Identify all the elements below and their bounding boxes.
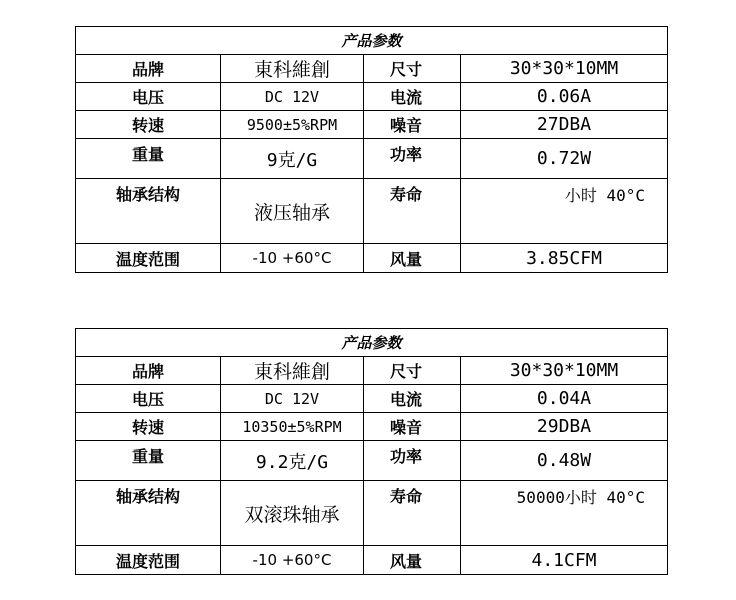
life-label: 寿命: [364, 481, 461, 546]
current-value: 0.04A: [461, 385, 668, 413]
voltage-value: DC 12V: [221, 83, 364, 111]
noise-value: 29DBA: [461, 413, 668, 441]
current-label: 电流: [364, 83, 461, 111]
speed-value: 10350±5%RPM: [221, 413, 364, 441]
table-title: 产品参数: [76, 329, 668, 357]
noise-label: 噪音: [364, 413, 461, 441]
power-label: 功率: [364, 441, 461, 481]
voltage-label: 电压: [76, 83, 221, 111]
brand-value: 東科維創: [221, 55, 364, 83]
brand-label: 品牌: [76, 357, 221, 385]
size-label: 尺寸: [364, 55, 461, 83]
speed-value: 9500±5%RPM: [221, 111, 364, 139]
bearing-value: 液压轴承: [221, 179, 364, 244]
temp-value: -10 +60°C: [221, 244, 364, 273]
noise-label: 噪音: [364, 111, 461, 139]
size-value: 30*30*10MM: [461, 357, 668, 385]
bearing-label: 轴承结构: [76, 481, 221, 546]
airflow-label: 风量: [364, 244, 461, 273]
size-label: 尺寸: [364, 357, 461, 385]
brand-value: 東科維創: [221, 357, 364, 385]
airflow-value: 4.1CFM: [461, 546, 668, 575]
airflow-value: 3.85CFM: [461, 244, 668, 273]
temp-label: 温度范围: [76, 244, 221, 273]
spec-table-2: [75, 328, 668, 575]
voltage-value: DC 12V: [221, 385, 364, 413]
voltage-label: 电压: [76, 385, 221, 413]
airflow-label: 风量: [364, 546, 461, 575]
speed-label: 转速: [76, 111, 221, 139]
power-value: 0.72W: [461, 139, 668, 179]
table-title: 产品参数: [76, 27, 668, 55]
temp-value: -10 +60°C: [221, 546, 364, 575]
life-value: 50000小时 40°C: [461, 481, 668, 546]
temp-label: 温度范围: [76, 546, 221, 575]
speed-label: 转速: [76, 413, 221, 441]
current-value: 0.06A: [461, 83, 668, 111]
life-label: 寿命: [364, 179, 461, 244]
noise-value: 27DBA: [461, 111, 668, 139]
bearing-value: 双滚珠轴承: [221, 481, 364, 546]
power-value: 0.48W: [461, 441, 668, 481]
brand-label: 品牌: [76, 55, 221, 83]
bearing-label: 轴承结构: [76, 179, 221, 244]
size-value: 30*30*10MM: [461, 55, 668, 83]
power-label: 功率: [364, 139, 461, 179]
weight-label: 重量: [76, 139, 221, 179]
current-label: 电流: [364, 385, 461, 413]
spec-table-1: [75, 26, 668, 273]
weight-value: 9克/G: [221, 139, 364, 179]
weight-label: 重量: [76, 441, 221, 481]
weight-value: 9.2克/G: [221, 441, 364, 481]
life-value: 小时 40°C: [461, 179, 668, 244]
